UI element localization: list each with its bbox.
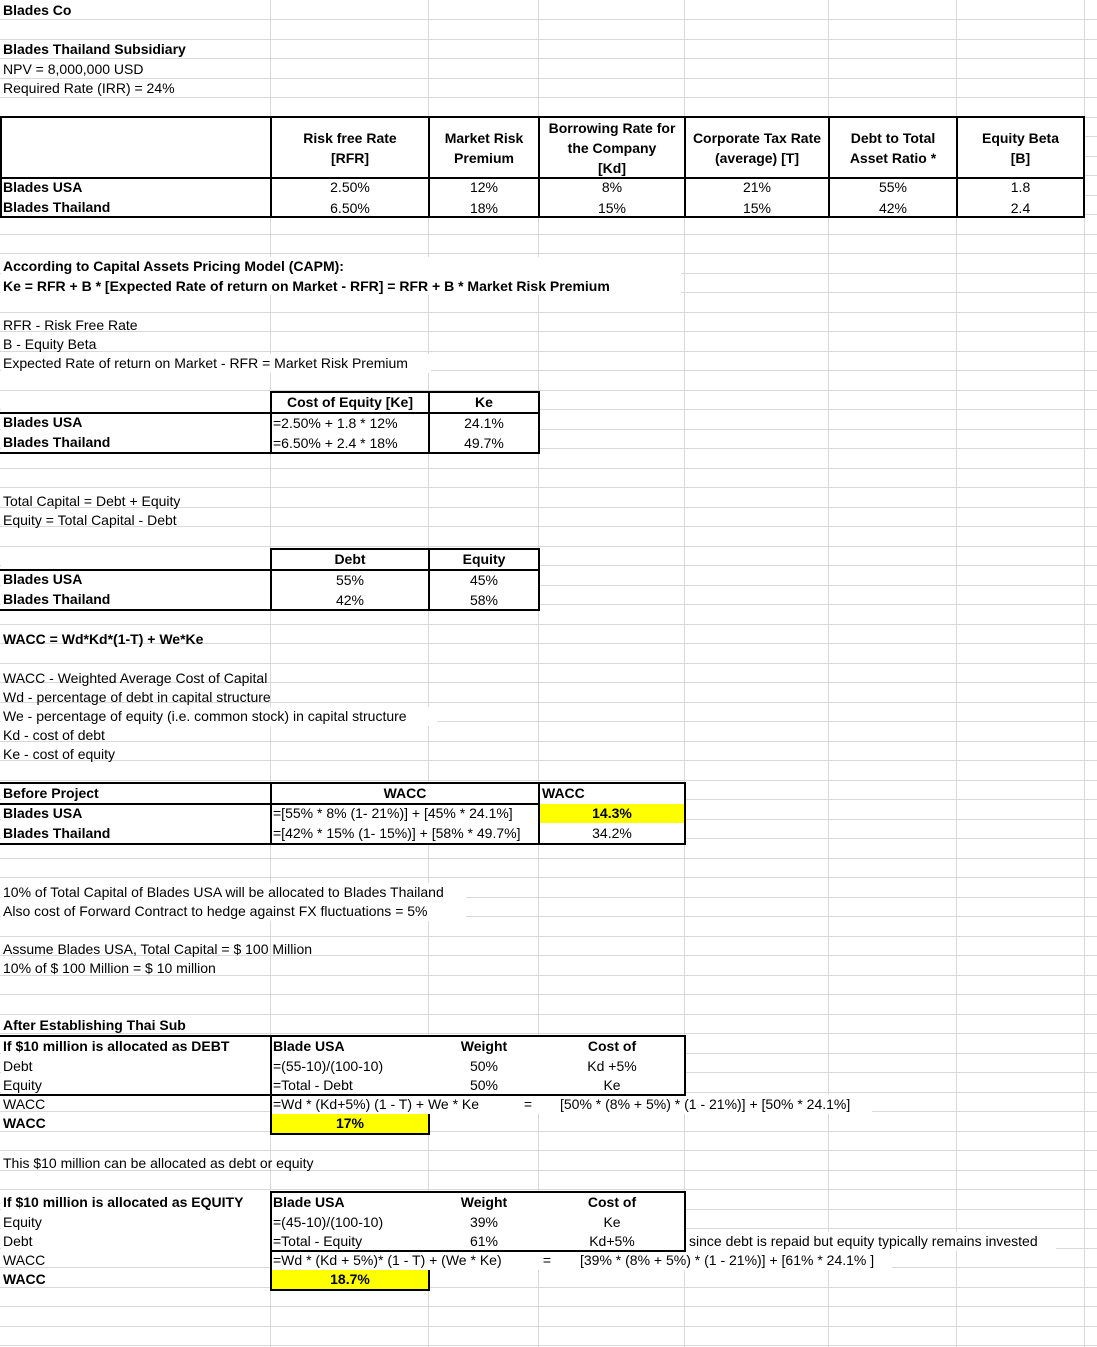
after-equity-wacc-label[interactable]: WACC <box>3 1252 46 1268</box>
before-header-wacc2[interactable]: WACC <box>542 785 585 801</box>
rates-cell[interactable]: 15% <box>742 200 772 216</box>
wacc-def[interactable]: WACC - Weighted Average Cost of Capital <box>3 670 268 686</box>
after-debt-wacc-result[interactable]: 17% <box>335 1115 365 1131</box>
ke-formula-cell[interactable]: =6.50% + 2.4 * 18% <box>273 435 398 451</box>
after-equity-header-blade[interactable]: Blade USA <box>273 1194 345 1210</box>
rates-cell[interactable]: 15% <box>597 200 627 216</box>
after-equity-divider <box>428 1270 430 1291</box>
after-debt-header-weight[interactable]: Weight <box>460 1038 508 1054</box>
capm-def[interactable]: Expected Rate of return on Market - RFR = Market Risk Premium <box>3 355 408 371</box>
before-formula-cell[interactable]: =[42% * 15% (1- 15%)] + [58% * 49.7%] <box>273 825 521 841</box>
alloc-line[interactable]: 10% of Total Capital of Blades USA will be allocated to Blades Thailand <box>3 884 444 900</box>
allocation-note[interactable]: This $10 million can be allocated as debt or equity <box>3 1155 314 1171</box>
before-value-cell[interactable]: 14.3% <box>592 805 632 821</box>
capm-def[interactable]: B - Equity Beta <box>3 336 97 352</box>
rates-cell[interactable]: 42% <box>878 200 908 216</box>
row-gridline <box>0 741 1097 742</box>
npv-text[interactable]: NPV = 8,000,000 USD <box>3 61 144 77</box>
rates-row-usa[interactable]: Blades USA <box>3 179 83 195</box>
after-debt-header-blade[interactable]: Blade USA <box>273 1038 345 1054</box>
de-cell[interactable]: 58% <box>469 592 499 608</box>
capm-heading[interactable]: According to Capital Assets Pricing Model (CAPM): <box>3 258 344 274</box>
header-rfr[interactable]: Risk free Rate [RFR] <box>303 129 397 166</box>
after-debt-wacc-label[interactable]: WACC <box>3 1096 46 1112</box>
after-equity-cost[interactable]: Ke <box>603 1214 621 1230</box>
de-cell[interactable]: 42% <box>335 592 365 608</box>
after-equity-label[interactable]: If $10 million is allocated as EQUITY <box>3 1194 244 1210</box>
de-header-equity[interactable]: Equity <box>462 551 506 567</box>
row-gridline <box>0 858 1097 859</box>
after-equity-row-label[interactable]: Debt <box>3 1233 33 1249</box>
row-gridline <box>0 468 1097 469</box>
after-debt-label[interactable]: If $10 million is allocated as DEBT <box>3 1038 230 1054</box>
ke-value-cell[interactable]: 24.1% <box>464 415 504 431</box>
de-row-thailand[interactable]: Blades Thailand <box>3 591 111 607</box>
after-equity-wacc-result[interactable]: 18.7% <box>330 1271 370 1287</box>
before-value-cell[interactable]: 34.2% <box>592 825 632 841</box>
row-gridline <box>0 390 1097 391</box>
after-equity-formula[interactable]: =(45-10)/(100-10) <box>273 1214 384 1230</box>
ke-header-ke[interactable]: Ke <box>475 394 493 410</box>
row-gridline <box>0 253 1097 254</box>
after-debt-formula[interactable]: =(55-10)/(100-10) <box>273 1058 384 1074</box>
ke-formula-cell[interactable]: =2.50% + 1.8 * 12% <box>273 415 398 431</box>
after-debt-weight[interactable]: 50% <box>469 1058 499 1074</box>
before-label[interactable]: Before Project <box>3 785 99 801</box>
ke-value-cell[interactable]: 49.7% <box>464 435 504 451</box>
after-equity-header-weight[interactable]: Weight <box>460 1194 508 1210</box>
subsidiary-heading[interactable]: Blades Thailand Subsidiary <box>3 41 186 57</box>
before-formula-cell[interactable]: =[55% * 8% (1- 21%)] + [45% * 24.1%] <box>273 805 513 821</box>
capm-formula[interactable]: Ke = RFR + B * [Expected Rate of return on Market - RFR] = RFR + B * Market Risk Premium <box>3 278 610 294</box>
row-gridline <box>0 19 1097 20</box>
rates-cell[interactable]: 18% <box>469 200 499 216</box>
de-row-usa[interactable]: Blades USA <box>3 571 83 587</box>
row-gridline <box>0 877 1097 878</box>
sheet-title[interactable]: Blades Co <box>3 2 72 18</box>
rates-cell[interactable]: 1.8 <box>1010 179 1031 195</box>
wacc-formula[interactable]: WACC = Wd*Kd*(1-T) + We*Ke <box>3 631 204 647</box>
after-debt-wacc-formula[interactable]: =Wd * (Kd+5%) (1 - T) + We * Ke <box>273 1096 480 1112</box>
de-cell[interactable]: 55% <box>335 572 365 588</box>
alloc-line[interactable]: Assume Blades USA, Total Capital = $ 100 Million <box>3 941 313 957</box>
capital-line[interactable]: Total Capital = Debt + Equity <box>3 493 181 509</box>
row-gridline <box>0 312 1097 313</box>
after-equity-wacc-formula[interactable]: =Wd * (Kd + 5%)* (1 - T) + (We * Ke) <box>273 1252 502 1268</box>
row-gridline <box>0 1189 1097 1190</box>
after-equity-weight[interactable]: 61% <box>469 1233 499 1249</box>
header-equity-beta[interactable]: Equity Beta [B] <box>981 129 1059 166</box>
ke-header-cost[interactable]: Cost of Equity [Ke] <box>287 394 413 410</box>
before-header-wacc[interactable]: WACC <box>383 785 427 801</box>
before-bottom-line <box>0 843 686 845</box>
row-gridline <box>0 234 1097 235</box>
after-equity-wacc-result-label[interactable]: WACC <box>3 1271 46 1287</box>
wacc-def[interactable]: Wd - percentage of debt in capital structure <box>3 689 271 705</box>
row-gridline <box>0 760 1097 761</box>
after-debt-divider <box>428 1114 430 1135</box>
capm-def[interactable]: RFR - Risk Free Rate <box>3 317 138 333</box>
header-tax-rate[interactable]: Corporate Tax Rate (average) [T] <box>692 129 822 166</box>
after-debt-row-label[interactable]: Equity <box>3 1077 42 1093</box>
before-row-usa[interactable]: Blades USA <box>3 805 83 821</box>
after-equity-formula[interactable]: =Total - Equity <box>273 1233 363 1249</box>
after-debt-wacc-result-label[interactable]: WACC <box>3 1115 46 1131</box>
row-gridline <box>0 546 1097 547</box>
after-debt-wacc-calc[interactable]: [50% * (8% + 5%) * (1 - 21%)] + [50% * 24.1%] <box>560 1096 851 1112</box>
after-equity-header-cost[interactable]: Cost of <box>587 1194 637 1210</box>
header-market-risk[interactable]: Market Risk Premium <box>444 129 524 166</box>
after-debt-weight[interactable]: 50% <box>469 1077 499 1093</box>
rates-cell[interactable]: 55% <box>878 179 908 195</box>
after-debt-wacc-bottom <box>270 1133 430 1135</box>
before-divider <box>684 782 686 845</box>
after-equity-cost[interactable]: Kd+5% <box>589 1233 635 1249</box>
wacc-def[interactable]: We - percentage of equity (i.e. common stock) in capital structure <box>3 708 407 724</box>
rates-cell[interactable]: 6.50% <box>330 200 370 216</box>
after-equity-weight[interactable]: 39% <box>469 1214 499 1230</box>
rates-cell[interactable]: 8% <box>601 179 623 195</box>
after-equity-wacc-bottom <box>270 1289 430 1291</box>
row-gridline <box>0 1326 1097 1327</box>
after-debt-equals: = <box>523 1096 533 1112</box>
before-row-thailand[interactable]: Blades Thailand <box>3 825 111 841</box>
row-gridline <box>0 780 1097 781</box>
de-cell[interactable]: 45% <box>469 572 499 588</box>
rates-cell[interactable]: 21% <box>742 179 772 195</box>
after-equity-row-label[interactable]: Equity <box>3 1214 42 1230</box>
after-debt-cost[interactable]: Ke <box>603 1077 621 1093</box>
row-gridline <box>0 624 1097 625</box>
header-borrowing-rate[interactable]: Borrowing Rate for the Company [Kd] <box>548 119 676 176</box>
after-heading[interactable]: After Establishing Thai Sub <box>3 1017 186 1033</box>
after-equity-comment[interactable]: since debt is repaid but equity typically remains invested <box>689 1233 1038 1249</box>
row-gridline <box>0 1345 1097 1346</box>
row-gridline <box>0 331 1097 332</box>
ke-row-usa[interactable]: Blades USA <box>3 414 83 430</box>
row-gridline <box>0 994 1097 995</box>
header-debt-ratio[interactable]: Debt to Total Asset Ratio * <box>849 129 937 166</box>
alloc-line[interactable]: Also cost of Forward Contract to hedge against FX fluctuations = 5% <box>3 903 428 919</box>
ke-row-thailand[interactable]: Blades Thailand <box>3 434 111 450</box>
rates-row-thailand[interactable]: Blades Thailand <box>3 199 111 215</box>
after-debt-divider <box>684 1035 686 1096</box>
after-equity-equals: = <box>542 1252 552 1268</box>
row-gridline <box>0 487 1097 488</box>
rates-cell[interactable]: 2.50% <box>330 179 370 195</box>
row-gridline <box>0 1287 1097 1288</box>
after-debt-formula[interactable]: =Total - Debt <box>273 1077 353 1093</box>
row-gridline <box>0 1306 1097 1307</box>
wacc-def[interactable]: Ke - cost of equity <box>3 746 116 762</box>
rates-cell[interactable]: 2.4 <box>1010 200 1031 216</box>
wacc-def[interactable]: Kd - cost of debt <box>3 727 105 743</box>
alloc-line[interactable]: 10% of $ 100 Million = $ 10 million <box>3 960 216 976</box>
capital-line[interactable]: Equity = Total Capital - Debt <box>3 512 177 528</box>
ke-divider <box>538 391 540 454</box>
after-debt-row-label[interactable]: Debt <box>3 1058 33 1074</box>
de-header-debt[interactable]: Debt <box>334 551 366 567</box>
row-gridline <box>0 1131 1097 1132</box>
after-debt-cost[interactable]: Kd +5% <box>587 1058 637 1074</box>
after-debt-header-cost[interactable]: Cost of <box>587 1038 637 1054</box>
after-equity-wacc-calc[interactable]: [39% * (8% + 5%) * (1 - 21%)] + [61% * 24.1% ] <box>580 1252 875 1268</box>
row-gridline <box>0 351 1097 352</box>
row-gridline <box>0 1150 1097 1151</box>
irr-text[interactable]: Required Rate (IRR) = 24% <box>3 80 175 96</box>
row-gridline <box>0 1014 1097 1015</box>
row-gridline <box>0 936 1097 937</box>
rates-cell[interactable]: 12% <box>469 179 499 195</box>
row-gridline <box>0 663 1097 664</box>
de-divider <box>538 548 540 611</box>
